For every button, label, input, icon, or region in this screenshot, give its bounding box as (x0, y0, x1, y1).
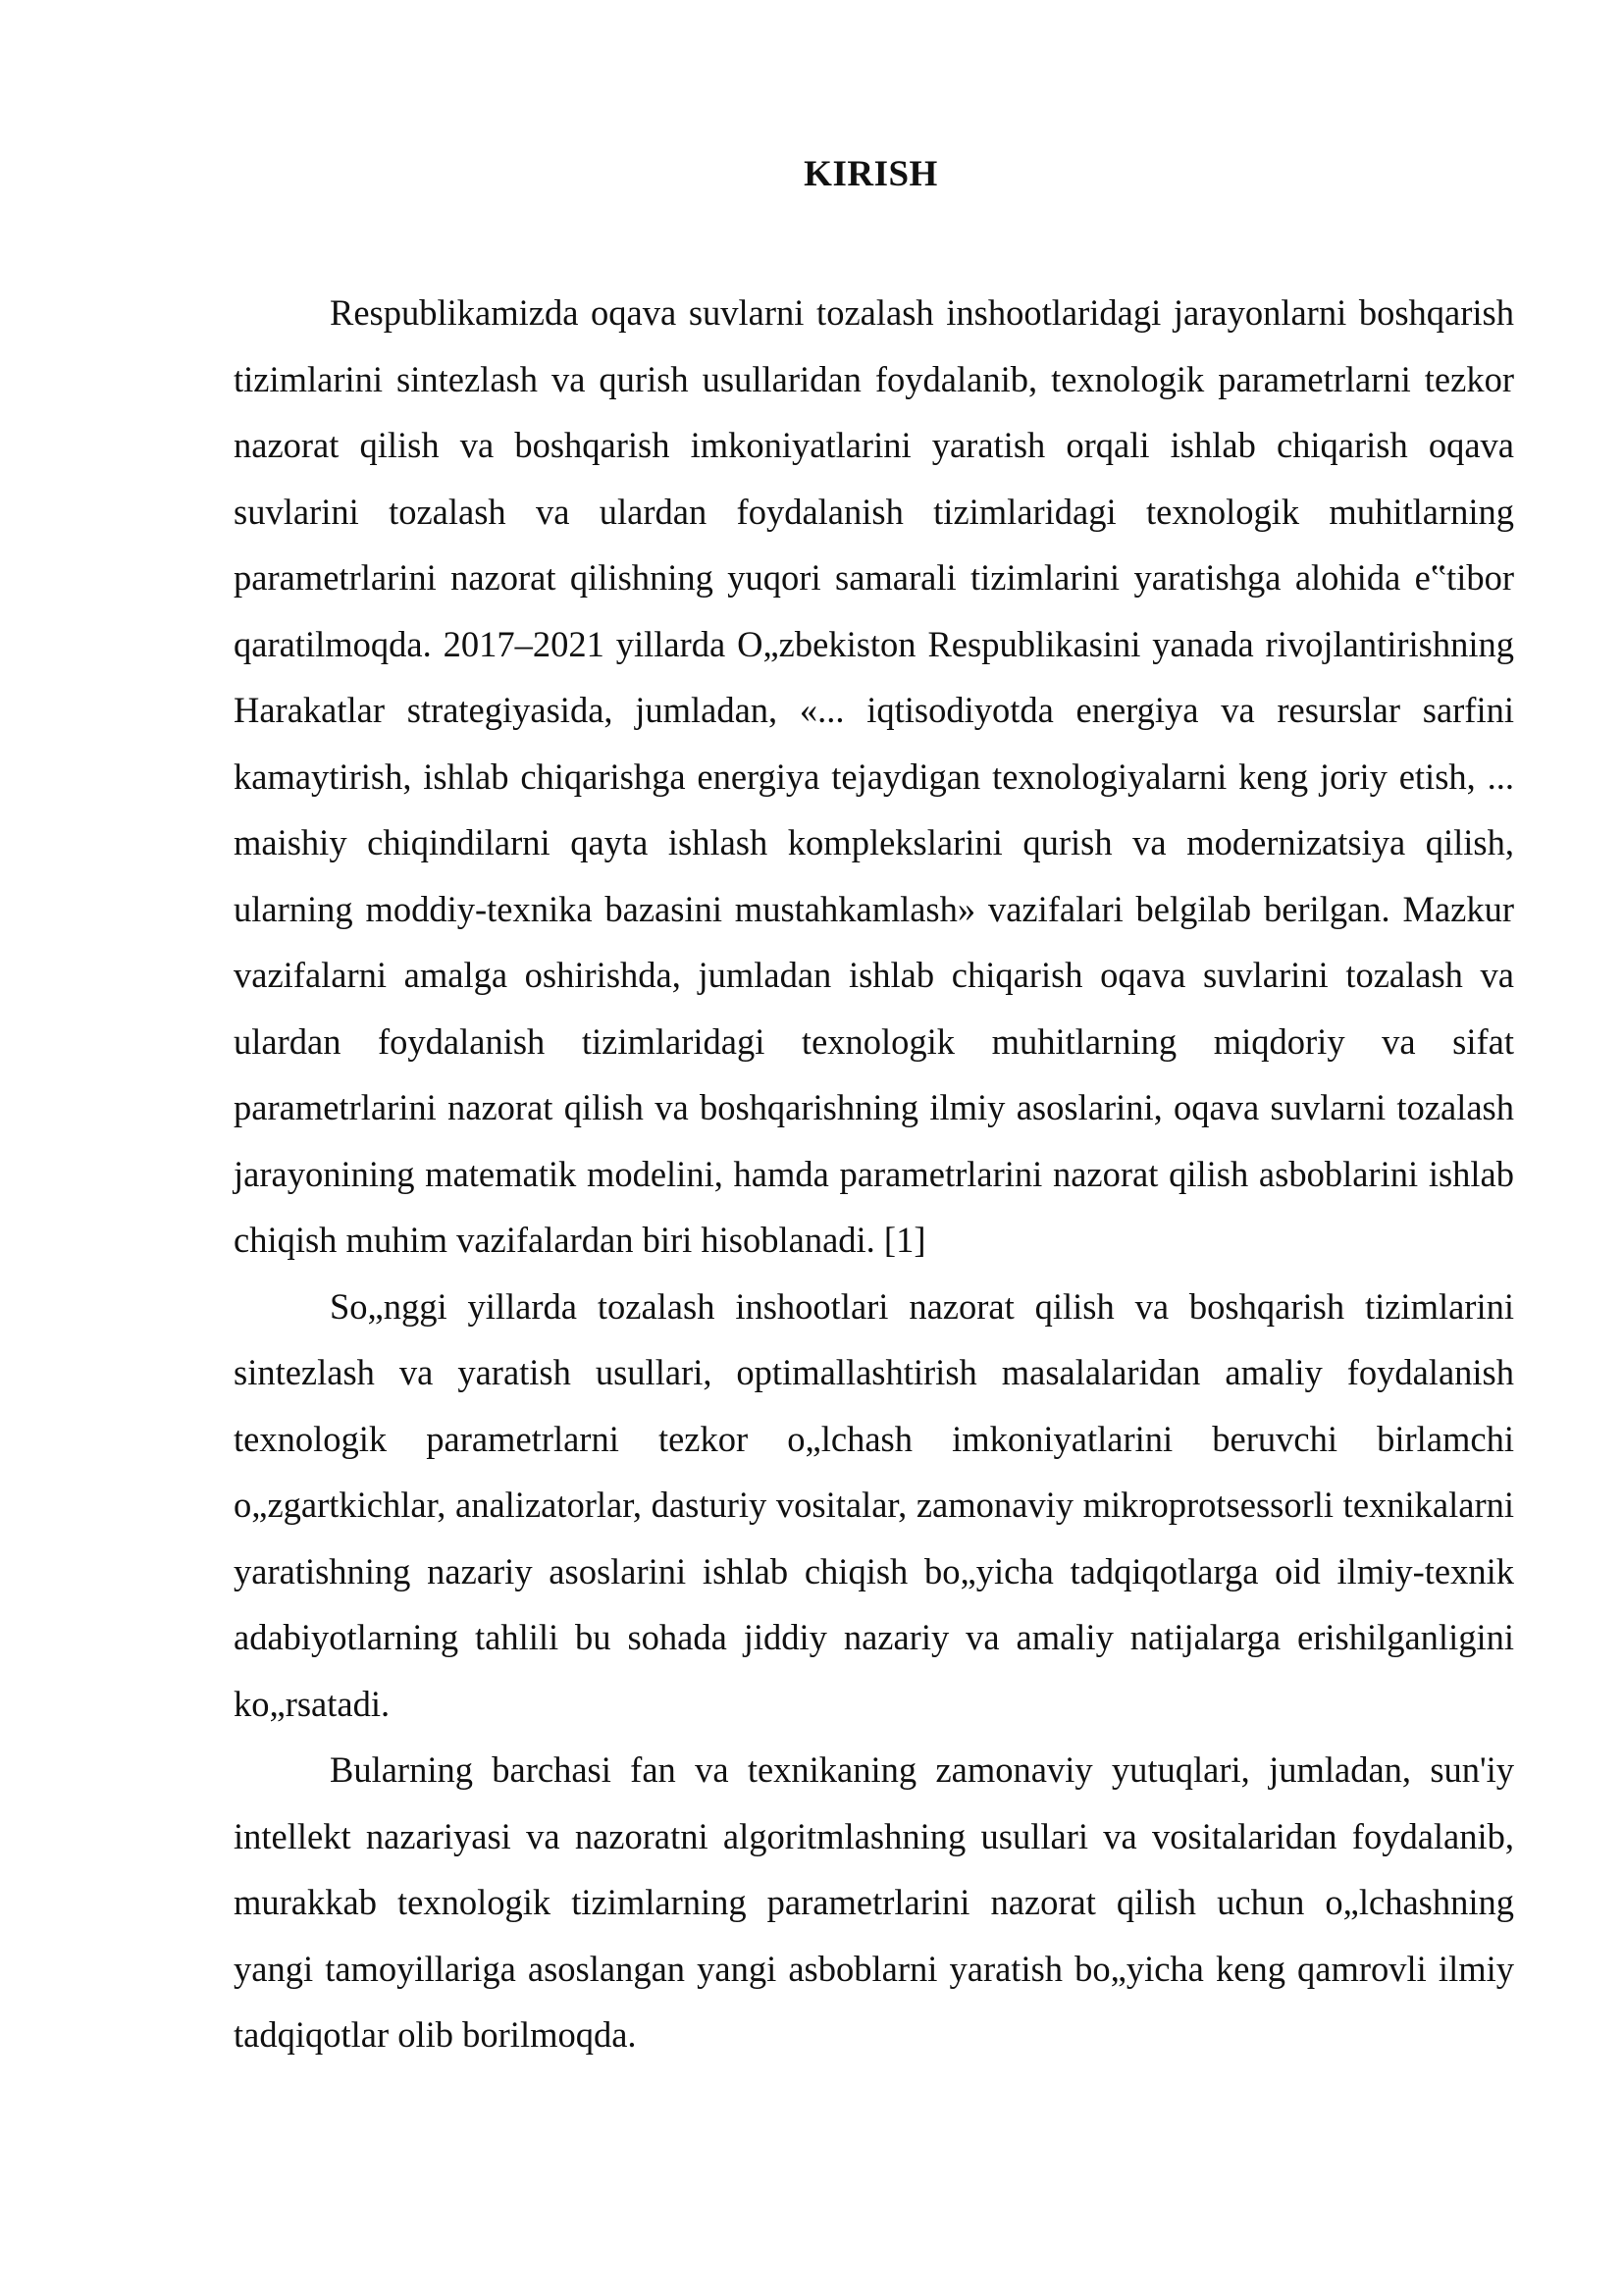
document-body (234, 280, 1514, 2068)
paragraph-3: Bularning barchasi fan va texnikaning zamonaviy yutuqlari, jumladan, sun'iy intellekt nazariyasi va nazoratni algoritmlashning usullari va vositalaridan foydalanib, murakkab texnologik tizimlarning parametrlarini nazorat qilish uchun o„lchashning yangi tamoyillariga asoslangan yangi asboblarni yaratish bo„yicha keng qamrovli ilmiy tadqiqotlar olib borilmoqda. (234, 1749, 1514, 2055)
page-title: KIRISH (804, 154, 938, 194)
paragraph-2: So„nggi yillarda tozalash inshootlari nazorat qilish va boshqarish tizimlarini sintezlash va yaratish usullari, optimallashtirish masalalaridan amaliy foydalanish texnologik parametrlarni tezkor o„lchash imkoniyatlarini beruvchi birlamchi o„zgartkichlar, analizatorlar, dasturiy vositalar, zamonaviy mikroprotsessorli texnikalarni yaratishning nazariy asoslarini ishlab chiqish bo„yicha tadqiqotlarga oid ilmiy-texnik adabiyotlarning tahlili bu sohada jiddiy nazariy va amaliy natijalarga erishilganligini ko„rsatadi. (234, 1285, 1514, 1724)
paragraph-1: Respublikamizda oqava suvlarni tozalash inshootlaridagi jarayonlarni boshqarish tizimlarini sintezlash va qurish usullaridan foydalanib, texnologik parametrlarni tezkor nazorat qilish va boshqarish imkoniyatlarini yaratish orqali ishlab chiqarish oqava suvlarini tozalash va ulardan foydalanish tizimlaridagi texnologik muhitlarning parametrlarini nazorat qilishning yuqori samarali tizimlarini yaratishga alohida e‟tibor qaratilmoqda. 2017–2021 yillarda O„zbekiston Respublikasini yanada rivojlantirishning Harakatlar strategiyasida, jumladan, «... iqtisodiyotda energiya va resurslar sarfini kamaytirish, ishlab chiqarishga energiya tejaydigan texnologiyalarni keng joriy etish, ... maishiy chiqindilarni qayta ishlash komplekslarini qurish va modernizatsiya qilish, ularning moddiy-texnika bazasini mustahkamlash» vazifalari belgilab berilgan. Mazkur vazifalarni amalga oshirishda, jumladan ishlab chiqarish oqava suvlarini tozalash va ulardan foydalanish tizimlaridagi texnologik muhitlarning miqdoriy va sifat parametrlarini nazorat qilish va boshqarishning ilmiy asoslarini, oqava suvlarni tozalash jarayonining matematik modelini, hamda parametrlarini nazorat qilish asboblarini ishlab chiqish muhim vazifalardan biri hisoblanadi. [1] (234, 292, 1514, 1260)
